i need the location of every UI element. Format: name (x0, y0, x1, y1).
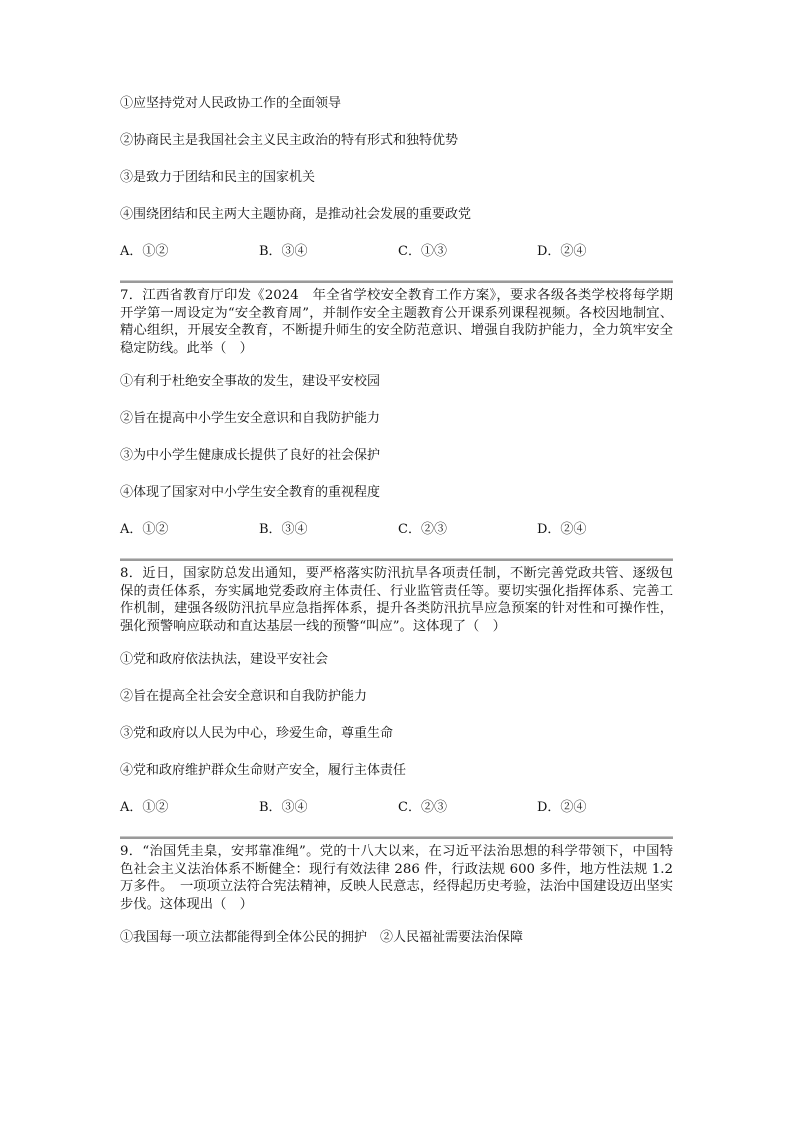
q8-choice-c: C．②③ (398, 800, 447, 815)
q7-choice-b: B．③④ (259, 522, 308, 537)
q7-option-2: ②旨在提高中小学生安全意识和自我防护能力 (120, 411, 381, 426)
q9-option-1-2: ①我国每一项立法都能得到全体公民的拥护 ②人民福祉需要法治保障 (120, 930, 524, 945)
q8-option-1: ①党和政府依法执法，建设平安社会 (120, 652, 329, 667)
question-6 (120, 90, 673, 262)
q7-choices (120, 520, 673, 540)
q7-choice-d: D．②④ (537, 522, 587, 537)
q6-choice-b: B．③④ (259, 244, 308, 259)
q8-option-3: ③党和政府以人民为中心，珍爱生命，尊重生命 (120, 726, 394, 741)
exam-page (120, 90, 673, 948)
q6-option-3: ③是致力于团结和民主的国家机关 (120, 170, 316, 185)
q6-choice-d: D．②④ (537, 244, 587, 259)
q7-option-4: ④体现了国家对中小学生安全教育的重视程度 (120, 485, 381, 500)
q7-choice-c: C．②③ (398, 522, 447, 537)
question-8 (120, 565, 673, 818)
q6-option-2: ②协商民主是我国社会主义民主政治的特有形式和独特优势 (120, 133, 459, 148)
q7-option-1: ①有利于杜绝安全事故的发生，建设平安校园 (120, 374, 381, 389)
q6-choice-a: A．①② (120, 244, 169, 259)
q6-option-1: ①应坚持党对人民政协工作的全面领导 (120, 96, 342, 111)
q6-choices (120, 242, 673, 262)
q8-choices (120, 798, 673, 818)
q8-choice-a: A．①② (120, 800, 169, 815)
q8-choice-d: D．②④ (537, 800, 587, 815)
q6-option-4: ④围绕团结和民主两大主题协商，是推动社会发展的重要政党 (120, 207, 472, 222)
q8-stem: 8．近日，国家防总发出通知，要严格落实防汛抗旱各项责任制，不断完善党政共管、逐级包保的责任体系，夯实属地党委政府主体责任、行业监管责任等。要切实强化指挥体系、完善工作机制，建强各级防汛抗旱应急指挥体系，提升各类防汛抗旱应急预案的针对性和可操作性，强化预警响应联动和直达基层一线的预警“叫应”。这体现了（ ） (120, 566, 673, 634)
q8-choice-b: B．③④ (259, 800, 308, 815)
q7-option-3: ③为中小学生健康成长提供了良好的社会保护 (120, 448, 381, 463)
q8-option-4: ④党和政府维护群众生命财产安全，履行主体责任 (120, 763, 407, 778)
q7-stem: 7．江西省教育厅印发《2024 年全省学校安全教育工作方案》，要求各级各类学校将每学期开学第一周设定为“安全教育周”，并制作安全主题教育公开课系列课程视频。各校因地制宜、精心组织，开展安全教育，不断提升师生的安全防范意识、增强自我防护能力，全力筑牢安全稳定防线。此举（ ） (120, 288, 673, 356)
q6-choice-c: C．①③ (398, 244, 447, 259)
q8-option-2: ②旨在提高全社会安全意识和自我防护能力 (120, 689, 368, 704)
question-7 (120, 287, 673, 540)
q9-stem: 9．“治国凭圭臬，安邦靠准绳”。党的十八大以来，在习近平法治思想的科学带领下，中国特色社会主义法治体系不断健全：现行有效法律 286 件，行政法规 600 多件，地方性法规 1.2 万多件。 一项项立法符合宪法精神，反映人民意志，经得起历史考验，法治中国建设迈出坚实步伐。这体现出（ ） (120, 844, 673, 912)
question-9 (120, 843, 673, 948)
q7-choice-a: A．①② (120, 522, 169, 537)
